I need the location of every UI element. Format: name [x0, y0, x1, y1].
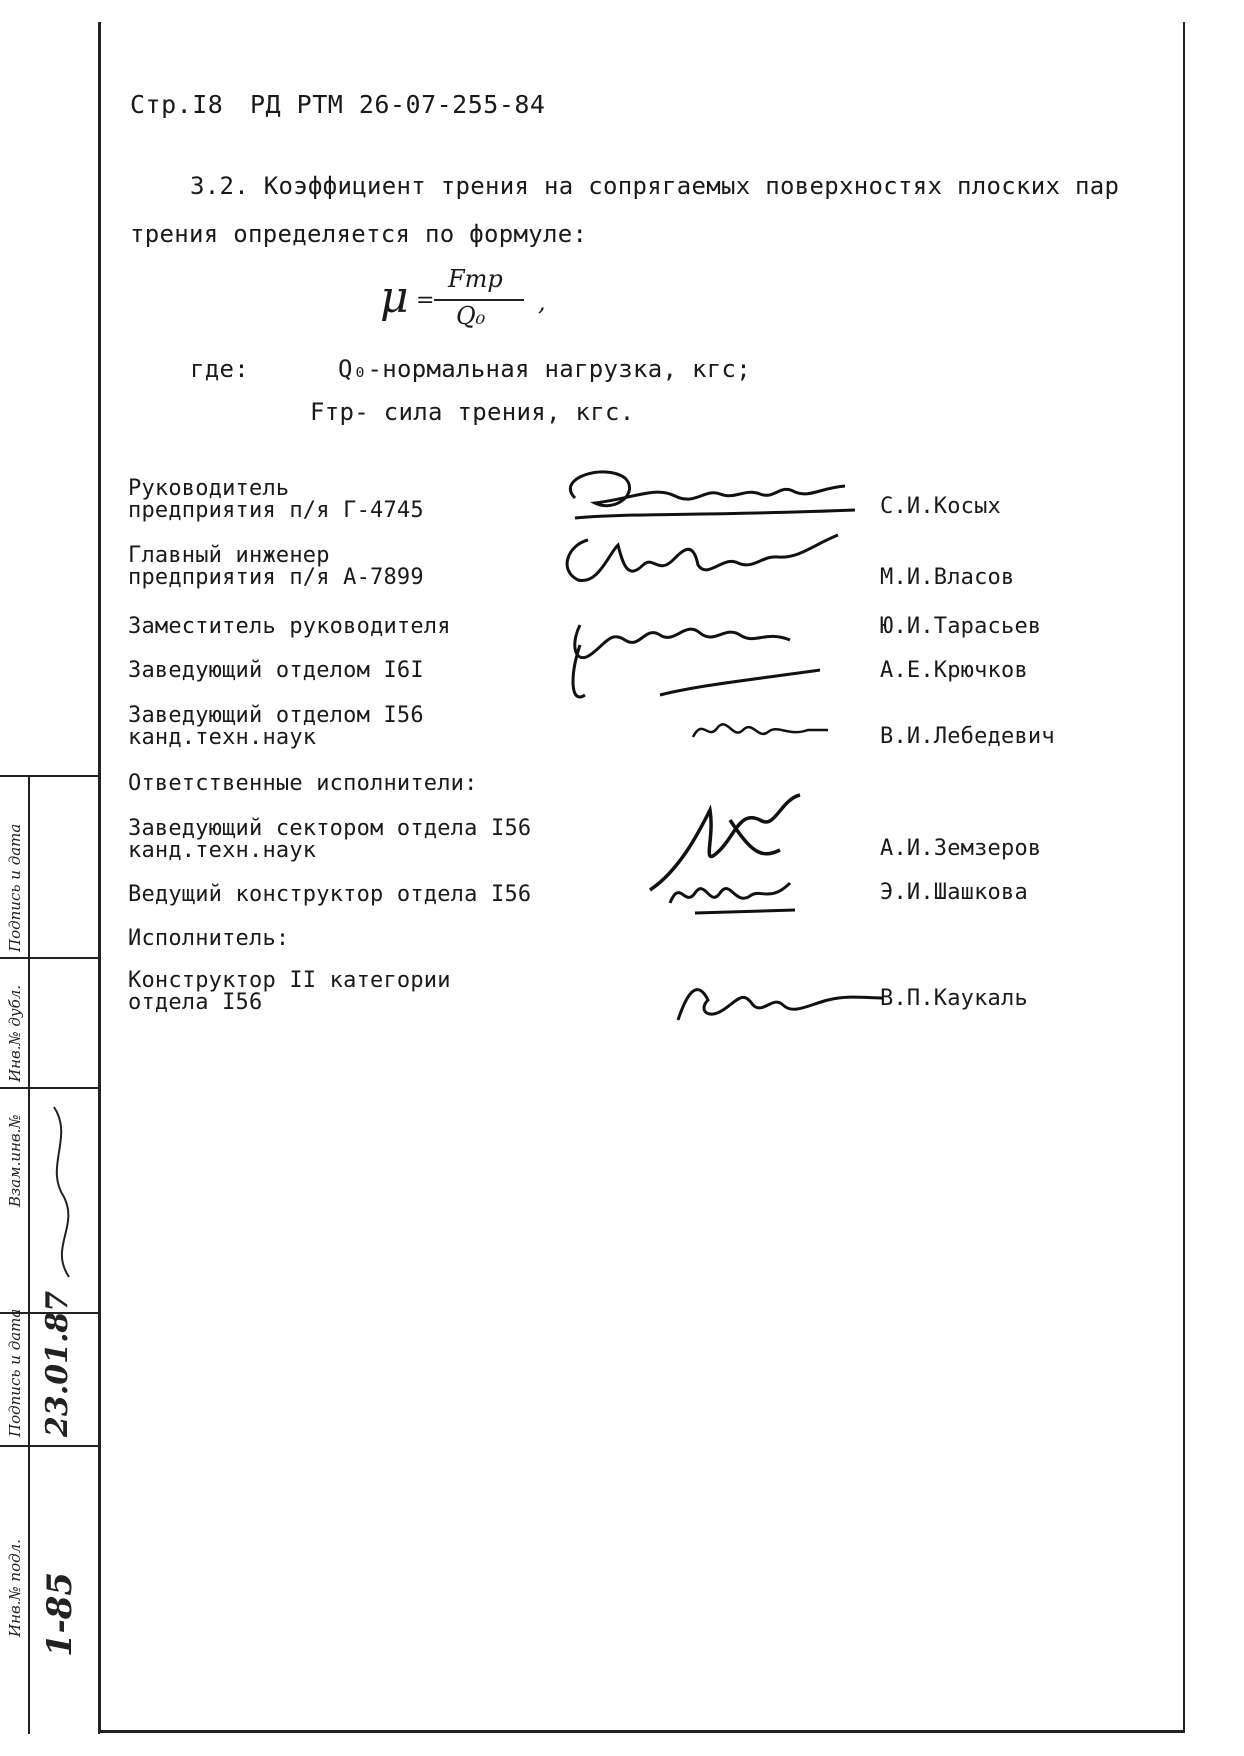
signatory-name: Ю.И.Тарасьев — [880, 614, 1042, 639]
stamp-label: Подпись и дата — [6, 1308, 24, 1437]
signatory-title: предприятия п/я Г-4745 — [128, 498, 424, 523]
stamp-label: Подпись и дата — [6, 823, 24, 952]
signature-image — [550, 595, 850, 719]
stamp-label: Инв.№ дубл. — [6, 984, 24, 1082]
stamp-signature-image — [34, 1097, 94, 1301]
stamp-date: 23.01.87 — [40, 1290, 75, 1437]
signature-image — [665, 868, 815, 922]
formula-numerator: Fтр — [448, 265, 503, 293]
signatory-title: Главный инженер — [128, 543, 330, 568]
stamp-row-line — [0, 957, 100, 959]
margin-stamp — [0, 775, 100, 1734]
paragraph-line-1: 3.2. Коэффициент трения на сопрягаемых поверхностях плоских пар — [190, 172, 1120, 200]
signatory-title: Заведующий отделом I56 — [128, 703, 424, 728]
where-item-1: Q₀-нормальная нагрузка, кгс; — [338, 355, 751, 383]
signatory-title: Заведующий отделом I6I — [128, 658, 424, 683]
signatory-title: канд.техн.наук — [128, 725, 317, 750]
formula-mu: μ — [380, 272, 409, 323]
stamp-column-line — [98, 777, 100, 1734]
fraction-bar — [434, 299, 524, 301]
formula-equals: = — [416, 288, 435, 313]
where-label: где: — [190, 355, 249, 383]
signatory-title: Конструктор II категории — [128, 968, 451, 993]
page-number: Стр.I8 — [130, 90, 224, 119]
document-code: РД РТМ 26-07-255-84 — [250, 90, 546, 119]
signatory-title: Заведующий сектором отдела I56 — [128, 816, 532, 841]
signatory-name: А.И.Земзеров — [880, 836, 1042, 861]
signatory-name: В.П.Каукаль — [880, 986, 1028, 1011]
stamp-column-line — [28, 777, 30, 1734]
signatory-name: С.И.Косых — [880, 494, 1002, 519]
stamp-label: Взам.инв.№ — [6, 1114, 24, 1207]
signatory-title: Руководитель — [128, 476, 290, 501]
signature-image — [548, 525, 848, 599]
signatory-title: отдела I56 — [128, 990, 263, 1015]
stamp-row-line — [0, 1087, 100, 1089]
signature-image — [668, 970, 888, 1034]
stamp-inventory-number: 1-85 — [40, 1571, 80, 1657]
stamp-row-line — [0, 1445, 100, 1447]
signatory-title: Заместитель руководителя — [128, 614, 451, 639]
where-item-2: Fтр- сила трения, кгс. — [310, 398, 635, 426]
signatory-name: А.Е.Крючков — [880, 658, 1028, 683]
responsible-heading: Ответственные исполнители: — [128, 771, 478, 796]
signature-image — [688, 712, 838, 756]
signatory-name: Э.И.Шашкова — [880, 880, 1028, 905]
signature-image — [545, 458, 865, 532]
formula-denominator: Q₀ — [456, 302, 486, 330]
paragraph-line-2: трения определяется по формуле: — [130, 220, 588, 248]
stamp-label: Инв.№ подл. — [6, 1539, 24, 1637]
executor-heading: Исполнитель: — [128, 926, 290, 951]
signatory-title: предприятия п/я А-7899 — [128, 565, 424, 590]
signatory-title: Ведущий конструктор отдела I56 — [128, 882, 532, 907]
signatory-title: канд.техн.наук — [128, 838, 317, 863]
formula-comma: , — [538, 288, 546, 316]
signatory-name: В.И.Лебедевич — [880, 724, 1055, 749]
signatory-name: М.И.Власов — [880, 565, 1015, 590]
